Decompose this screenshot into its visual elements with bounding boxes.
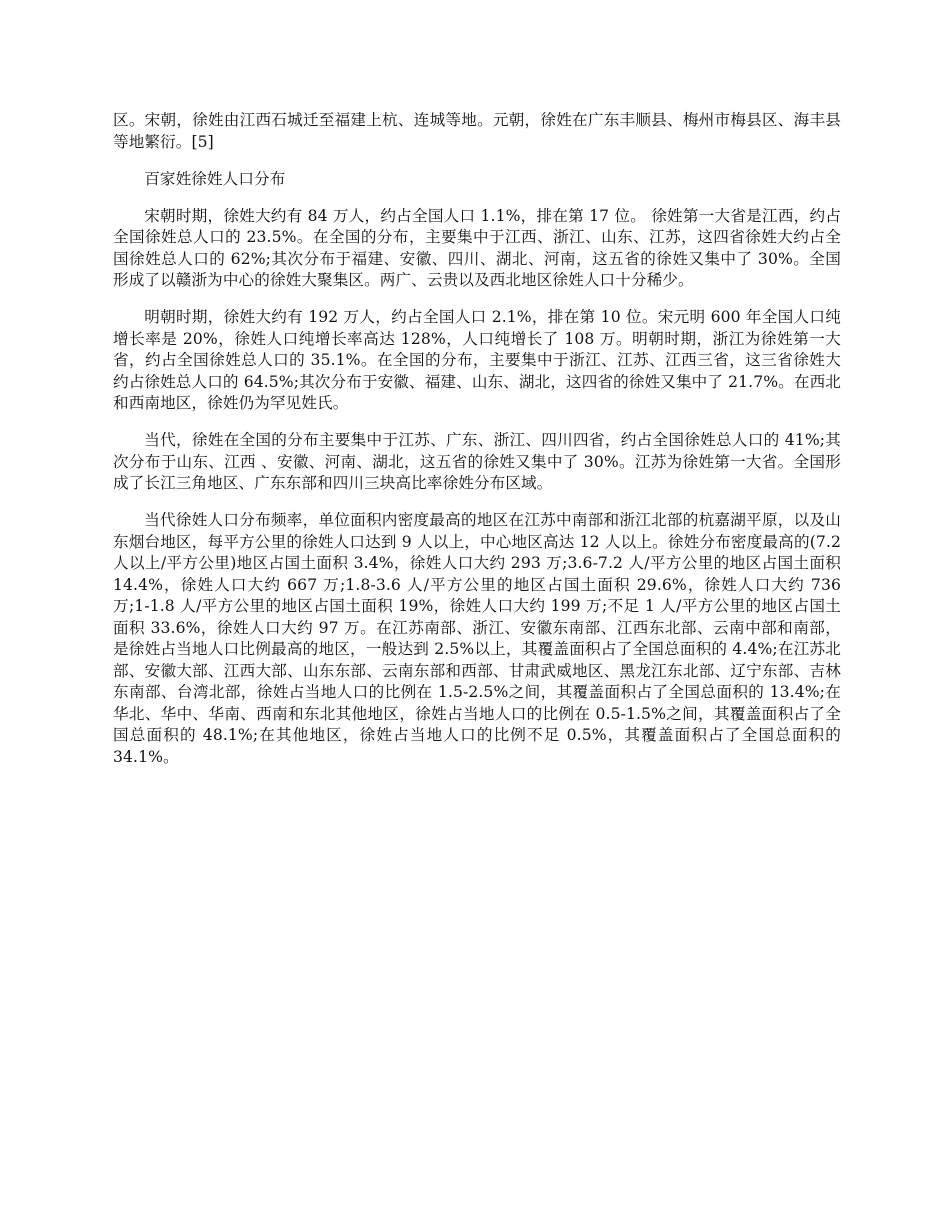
- paragraph-song-dynasty: 宋朝时期，徐姓大约有 84 万人，约占全国人口 1.1%，排在第 17 位。 徐姓第一大省是江西，约占全国徐姓总人口的 23.5%。在全国的分布，主要集中于江西、浙江、山东、江苏，这四省徐姓大约占全国徐姓总人口的 62%;其次分布于福建、安徽、四川、湖北、河南，这五省的徐姓又集中了 30%。全国形成了以赣浙为中心的徐姓大聚集区。两广、云贵以及西北地区徐姓人口十分稀少。: [113, 206, 841, 289]
- paragraph-contemporary: 当代，徐姓在全国的分布主要集中于江苏、广东、浙江、四川四省，约占全国徐姓总人口的 41%;其次分布于山东、江西 、安徽、河南、湖北，这五省的徐姓又集中了 30%。江苏为徐姓第一大省。全国形成了长江三角地区、广东东部和四川三块高比率徐姓分布区域。: [113, 431, 841, 492]
- section-heading: 百家姓徐姓人口分布: [144, 169, 286, 188]
- document-page: [113, 110, 841, 784]
- paragraph-ming-dynasty: 明朝时期，徐姓大约有 192 万人，约占全国人口 2.1%，排在第 10 位。宋元明 600 年全国人口纯增长率是 20%，徐姓人口纯增长率高达 128%，人口纯增长了 108 万。明朝时期，浙江为徐姓第一大省，约占全国徐姓总人口的 35.1%。在全国的分布，主要集中于浙江、江苏、江西三省，这三省徐姓大约占徐姓总人口的 64.5%;其次分布于安徽、福建、山东、湖北，这四省的徐姓又集中了 21.7%。在西北和西南地区，徐姓仍为罕见姓氏。: [113, 308, 841, 412]
- paragraph-population-density: 当代徐姓人口分布频率，单位面积内密度最高的地区在江苏中南部和浙江北部的杭嘉湖平原，以及山东烟台地区，每平方公里的徐姓人口达到 9 人以上，中心地区高达 12 人以上。徐姓分布密度最高的(7.2 人以上/平方公里)地区占国土面积 3.4%，徐姓人口大约 293 万;3.6-7.2 人/平方公里的地区占国土面积 14.4%，徐姓人口大约 667 万;1.8-3.6 人/平方公里的地区占国土面积 29.6%，徐姓人口大约 736 万;1-1.8 人/平方公里的地区占国土面积 19%，徐姓人口大约 199 万;不足 1 人/平方公里的地区占国土面积 33.6%，徐姓人口大约 97 万。在江苏南部、浙江、安徽东南部、江西东北部、云南中部和南部，是徐姓占当地人口比例最高的地区，一般达到 2.5%以上，其覆盖面积占了全国总面积的 4.4%;在江苏北部、安徽大部、江西大部、山东东部、云南东部和西部、甘肃武威地区、黑龙江东北部、辽宁东部、吉林东南部、台湾北部，徐姓占当地人口的比例在 1.5-2.5%之间，其覆盖面积占了全国总面积的 13.4%;在华北、华中、华南、西南和东北其他地区，徐姓占当地人口的比例在 0.5-1.5%之间，其覆盖面积占了全国总面积的 48.1%;在其他地区，徐姓占当地人口的比例不足 0.5%，其覆盖面积占了全国总面积的 34.1%。: [113, 511, 841, 766]
- paragraph-song-yuan-migration: 区。宋朝，徐姓由江西石城迁至福建上杭、连城等地。元朝，徐姓在广东丰顺县、梅州市梅县区、海丰县等地繁衍。[5]: [113, 111, 841, 151]
